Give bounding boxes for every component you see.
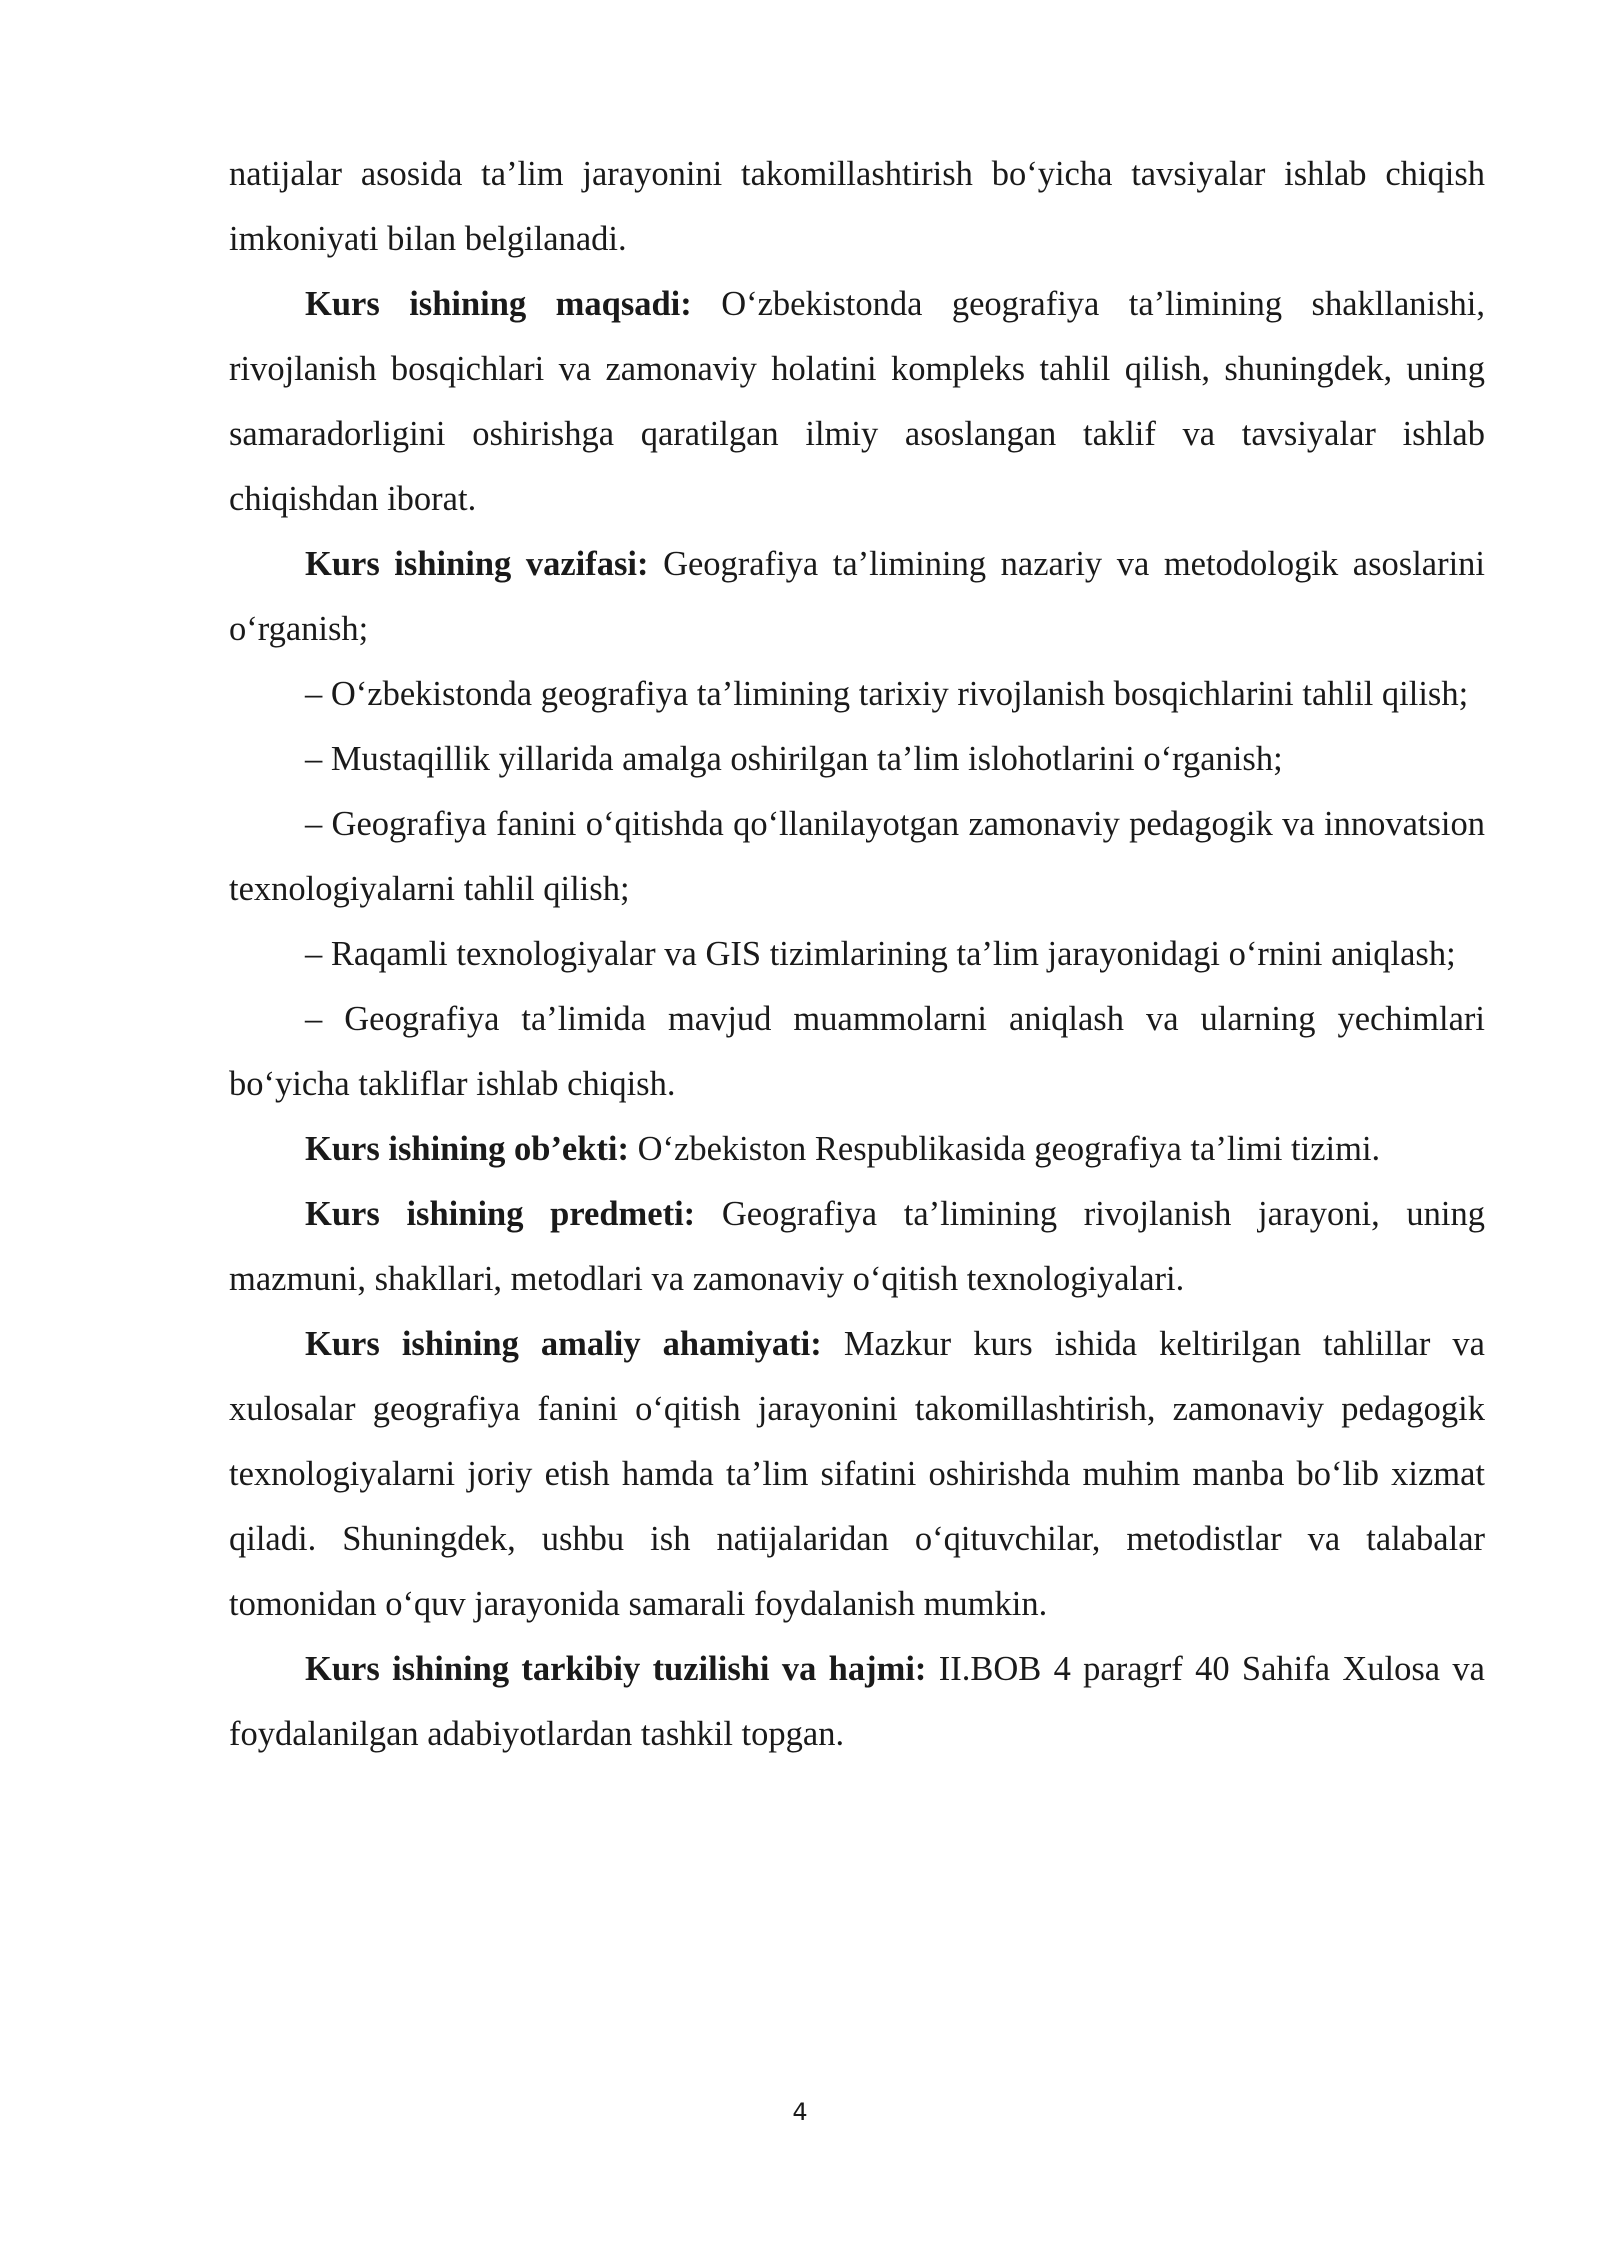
task-item: – Geografiya ta’limida mavjud muammolarni aniqlash va ularning yechimlari bo‘yicha takliflar ishlab chiqish. bbox=[229, 1000, 1485, 1103]
vazifa-label: Kurs ishining vazifasi: bbox=[305, 545, 649, 583]
obekt-text: O‘zbekiston Respublikasida geografiya ta’limi tizimi. bbox=[637, 1130, 1381, 1168]
amaliy-paragraph bbox=[229, 1312, 1485, 1637]
maqsad-label: Kurs ishining maqsadi: bbox=[305, 285, 692, 323]
maqsad-text: O‘zbekistonda geografiya ta’limining shakllanishi, rivojlanish bosqichlari va zamonaviy holatini kompleks tahlil qilish, shuningdek, uning samaradorligini oshirishga qaratilgan ilmiy asoslangan taklif va tavsiyalar ishlab chiqishdan iborat. bbox=[229, 285, 1485, 518]
maqsad-paragraph bbox=[229, 272, 1485, 532]
obekt-label: Kurs ishining ob’ekti: bbox=[305, 1130, 629, 1168]
task-item: – Geografiya fanini o‘qitishda qo‘llanilayotgan zamonaviy pedagogik va innovatsion texnologiyalarni tahlil qilish; bbox=[229, 805, 1485, 908]
tarkib-text: II.BOB 4 paragrf 40 Sahifa Xulosa va foydalanilgan adabiyotlardan tashkil topgan. bbox=[229, 1650, 1485, 1753]
tarkib-paragraph bbox=[229, 1637, 1485, 1767]
intro-paragraph bbox=[229, 142, 1485, 272]
task-item: – Raqamli texnologiyalar va GIS tizimlarining ta’lim jarayonidagi o‘rnini aniqlash; bbox=[305, 935, 1456, 973]
amaliy-text: Mazkur kurs ishida keltirilgan tahlillar va xulosalar geografiya fanini o‘qitish jarayonini takomillashtirish, zamonaviy pedagogik texnologiyalarni joriy etish hamda ta’lim sifatini oshirishda muhim manba bo‘lib xizmat qiladi. Shuningdek, ushbu ish natijalaridan o‘qituvchilar, metodistlar va talabalar tomonidan o‘quv jarayonida samarali foydalanish mumkin. bbox=[229, 1325, 1485, 1623]
predmet-paragraph bbox=[229, 1182, 1485, 1312]
predmet-label: Kurs ishining predmeti: bbox=[305, 1195, 696, 1233]
vazifa-text: Geografiya ta’limining nazariy va metodologik asoslarini o‘rganish; bbox=[229, 545, 1485, 648]
predmet-text: Geografiya ta’limining rivojlanish jarayoni, uning mazmuni, shakllari, metodlari va zamonaviy o‘qitish texnologiyalari. bbox=[229, 1195, 1486, 1298]
vazifa-paragraph bbox=[229, 532, 1485, 662]
obekt-paragraph bbox=[229, 1117, 1485, 1182]
amaliy-label: Kurs ishining amaliy ahamiyati: bbox=[305, 1325, 822, 1363]
body-text bbox=[229, 142, 1485, 1767]
task-item: – Mustaqillik yillarida amalga oshirilgan ta’lim islohotlarini o‘rganish; bbox=[305, 740, 1283, 778]
intro-text: natijalar asosida ta’lim jarayonini takomillashtirish bo‘yicha tavsiyalar ishlab chiqish imkoniyati bilan belgilanadi. bbox=[229, 155, 1485, 258]
page-number: 4 bbox=[792, 2098, 808, 2126]
task-item: – O‘zbekistonda geografiya ta’limining tarixiy rivojlanish bosqichlarini tahlil qilish; bbox=[305, 675, 1469, 713]
tarkib-label: Kurs ishining tarkibiy tuzilishi va hajmi: bbox=[305, 1650, 927, 1688]
